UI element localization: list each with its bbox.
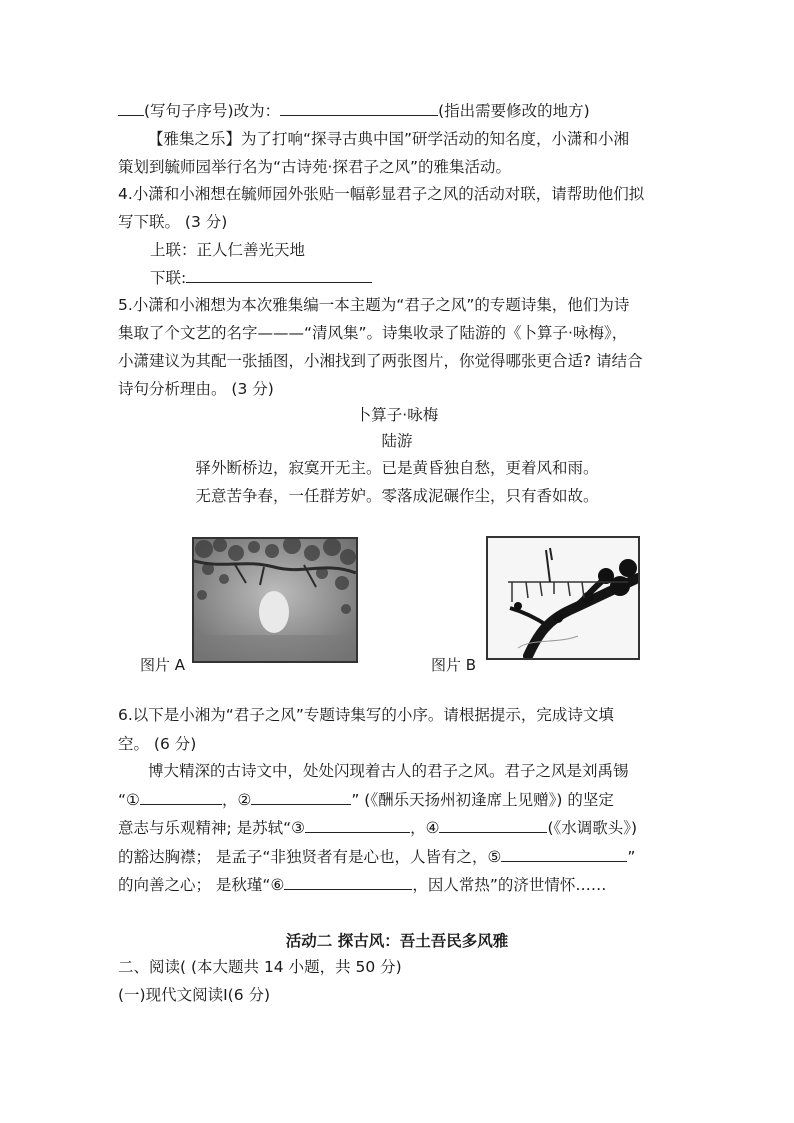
- q6-passage-line-2: “① ，② ” (《酬乐天扬州初逢席上见赠》) 的坚定: [118, 788, 614, 811]
- blank-4[interactable]: [439, 816, 547, 833]
- poem-title: 卜算子·咏梅: [355, 406, 439, 424]
- picture-b: [486, 536, 640, 660]
- q4-lower-couplet-blank[interactable]: [186, 266, 372, 283]
- poem-line-2: 无意苦争春，一任群芳妒。零落成泥碾作尘，只有香如故。: [195, 487, 599, 505]
- poem-line-1: 驿外断桥边，寂寞开无主。已是黄昏独自愁，更着风和雨。: [195, 459, 599, 477]
- intro-line-2: 策划到毓师园举行名为“古诗苑·探君子之风”的雅集活动。: [118, 158, 511, 176]
- blank-2[interactable]: [251, 788, 351, 805]
- q5-line-4: 诗句分析理由。 (3 分): [118, 380, 274, 398]
- plum-branch-ink-painting: [488, 538, 638, 658]
- q5-line-1: 5.小潇和小湘想为本次雅集编一本主题为“君子之风”的专题诗集，他们为诗: [118, 296, 630, 314]
- q3-answer-line: (写句子序号)改为： (指出需要修改的地方): [118, 99, 590, 122]
- picture-a-caption: 图片 A: [140, 656, 186, 674]
- poem-author: 陆游: [381, 432, 413, 450]
- q4-line-2: 写下联。 (3 分): [118, 213, 228, 231]
- activity-2-title: 活动二 探古风：吾土吾民多风雅: [285, 932, 509, 950]
- q6-line-2: 空。 (6 分): [118, 735, 197, 753]
- q4-lower-couplet: 下联:: [150, 266, 372, 289]
- picture-a: [192, 537, 358, 663]
- q6-passage-line-4: 的豁达胸襟； 是孟子“非独贤者有是心也，人皆有之，⑤ ”: [118, 845, 635, 868]
- blank-5[interactable]: [501, 845, 627, 862]
- q6-line-1: 6.以下是小湘为“君子之风”专题诗集写的小序。请根据提示，完成诗文填: [118, 706, 614, 724]
- blank-1[interactable]: [140, 788, 222, 805]
- q6-passage-line-1: 博大精深的古诗文中，处处闪现着古人的君子之风。君子之风是刘禹锡: [148, 762, 629, 780]
- q3-revision-blank[interactable]: [280, 99, 438, 116]
- q5-line-2: 集取了个文艺的名字———“清风集”。诗集收录了陆游的《卜算子·咏梅》，: [118, 324, 628, 342]
- section-2-subtitle: (一)现代文阅读Ⅰ(6 分): [118, 986, 271, 1004]
- moon-plum-painting: [194, 539, 356, 661]
- blank-6[interactable]: [284, 873, 412, 890]
- q4-line-1: 4.小潇和小湘想在毓师园外张贴一幅彰显君子之风的活动对联，请帮助他们拟: [118, 185, 645, 203]
- blank-3[interactable]: [305, 816, 410, 833]
- q5-line-3: 小潇建议为其配一张插图，小湘找到了两张图片，你觉得哪张更合适? 请结合: [118, 352, 643, 370]
- intro-line-1: 【雅集之乐】为了打响“探寻古典中国”研学活动的知名度，小潇和小湘: [148, 130, 630, 148]
- q6-passage-line-3: 意志与乐观精神; 是苏轼“③ ，④ (《水调歌头》): [118, 816, 637, 839]
- q3-sentence-number-blank[interactable]: [118, 99, 144, 116]
- q6-passage-line-5: 的向善之心； 是秋瑾“⑥ ，因人常热”的济世情怀……: [118, 873, 606, 896]
- picture-b-caption: 图片 B: [431, 656, 477, 674]
- section-2-title: 二、阅读( (本大题共 14 小题，共 50 分): [118, 958, 402, 976]
- q4-upper-couplet: 上联：正人仁善光天地: [150, 241, 306, 259]
